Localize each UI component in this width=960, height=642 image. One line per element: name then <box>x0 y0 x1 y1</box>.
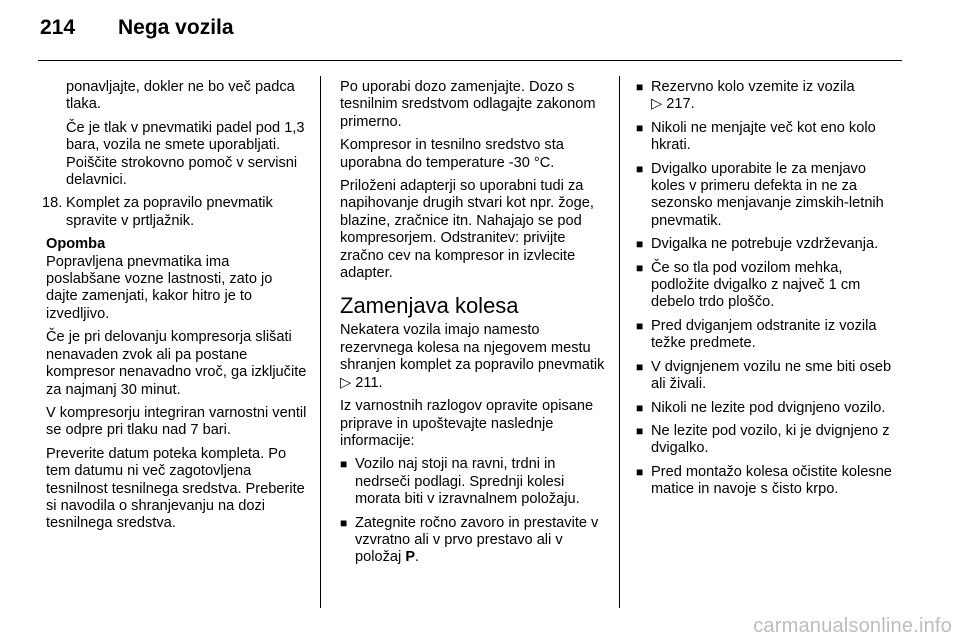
column-2 <box>340 79 606 573</box>
page-ref-arrow-icon: ▷ <box>340 374 352 391</box>
bullet-item <box>636 318 902 353</box>
bullet-square-icon: ■ <box>636 318 644 333</box>
bullet-item <box>636 79 902 114</box>
bullet-text: Rezervno kolo vzemite iz vozila <box>651 79 855 95</box>
bullet-text: Če so tla pod vozilom mehka, podložite dvigalko z največ 1 cm debelo trdo ploščo. <box>651 259 861 311</box>
bullet-square-icon: ■ <box>636 161 644 176</box>
paragraph: Če je tlak v pnevmatiki padel pod 1,3 bara, vozila ne smete uporabljati. Poiščite strokovno pomoč v servisni delavnici. <box>66 119 305 189</box>
column-divider-2 <box>619 76 620 608</box>
note-heading: Opomba <box>46 236 106 253</box>
paragraph: Po uporabi dozo zamenjajte. Dozo s tesnilnim sredstvom odlagajte zakonom primerno. <box>340 79 596 130</box>
bullet-text: Pred dviganjem odstranite iz vozila težke predmete. <box>651 317 877 352</box>
bullet-item <box>636 236 902 253</box>
bullet-square-icon: ■ <box>340 457 348 472</box>
bullet-item <box>636 120 902 155</box>
bullet-square-icon: ■ <box>340 515 348 530</box>
page-reference[interactable]: 217. <box>666 96 695 113</box>
paragraph: Priloženi adapterji so uporabni tudi za napihovanje drugih stvari kot npr. žoge, blazine, zračnice itn. Nahajajo se pod kompresorjem. Odstranitev: privijte zračno cev na kompresor in izvlecite adapter. <box>340 178 594 282</box>
header-rule <box>38 60 902 61</box>
note-paragraph: Popravljena pnevmatika ima poslabšane vozne lastnosti, zato jo dajte zamenjati, kakor hitro je to izvedljivo. <box>46 253 273 322</box>
paragraph-text: Nekatera vozila imajo namesto rezervnega kolesa na njegovem mestu shranjen komplet za popravilo pnevmatik <box>340 322 605 374</box>
column-1 <box>42 79 308 539</box>
step-number: 18. <box>42 195 63 212</box>
numbered-step-18 <box>42 195 308 230</box>
bullet-text: Dvigalka ne potrebuje vzdrževanja. <box>651 236 879 253</box>
page-number: 214 <box>40 16 76 39</box>
bullet-square-icon: ■ <box>636 80 644 94</box>
page-ref-arrow-icon: ▷ <box>651 96 663 113</box>
bullet-square-icon: ■ <box>636 260 644 275</box>
bullet-item <box>636 161 902 231</box>
bullet-square-icon: ■ <box>636 423 644 438</box>
step-text: Komplet za popravilo pnevmatik spravite v prtljažnik. <box>66 195 273 229</box>
note-paragraph: Preverite datum poteka kompleta. Po tem datumu ni več zagotovljena tesnilnost tesnilnega sredstva. Preberite si navodila o shranjevanju na dozi tesnilnega sredstva. <box>46 445 305 532</box>
bullet-item <box>636 464 902 499</box>
section-heading: Zamenjava kolesa <box>340 293 519 319</box>
bullet-square-icon: ■ <box>636 237 644 252</box>
bullet-text: Ne lezite pod vozilo, ki je dvignjeno z dvigalko. <box>651 422 890 457</box>
page-reference[interactable]: 211. <box>355 374 383 391</box>
column-3 <box>636 79 902 505</box>
page-title: Nega vozila <box>118 16 234 39</box>
watermark: carmanualsonline.info <box>753 615 952 637</box>
bullet-item <box>340 515 606 567</box>
paragraph: Iz varnostnih razlogov opravite opisane priprave in upoštevajte naslednje informacije: <box>340 398 594 449</box>
bullet-text: Pred montažo kolesa očistite kolesne matice in navoje s čisto krpo. <box>651 463 892 498</box>
bullet-item <box>636 400 902 417</box>
note-paragraph: Če je pri delovanju kompresorja slišati nenavaden zvok ali pa postane kompresor nenavadno vroč, ga izključite za najmanj 30 minut. <box>46 329 307 398</box>
bullet-square-icon: ■ <box>636 400 644 415</box>
bullet-text: Nikoli ne lezite pod dvignjeno vozilo. <box>651 399 886 416</box>
bullet-text: V dvignjenem vozilu ne sme biti oseb ali živali. <box>651 358 892 393</box>
bullet-end: . <box>415 549 420 566</box>
bullet-text: Nikoli ne menjajte več kot eno kolo hkrati. <box>651 119 876 154</box>
bullet-item <box>340 456 606 508</box>
bullet-item <box>636 423 902 458</box>
bullet-item <box>636 359 902 394</box>
bullet-square-icon: ■ <box>636 359 644 374</box>
bullet-item <box>636 260 902 312</box>
note-paragraph: V kompresorju integriran varnostni ventil se odpre pri tlaku nad 7 bari. <box>46 404 307 439</box>
bullet-square-icon: ■ <box>636 464 644 479</box>
paragraph: ponavljajte, dokler ne bo več padca tlaka. <box>66 79 295 113</box>
gear-position-p: P <box>405 549 416 566</box>
paragraph: Kompresor in tesnilno sredstvo sta uporabna do temperature -30 °C. <box>340 137 564 171</box>
bullet-text: Vozilo naj stoji na ravni, trdni in nedrseči podlagi. Sprednji kolesi morata biti v izravnalnem položaju. <box>355 456 580 508</box>
paragraph <box>340 322 606 392</box>
bullet-text: Dvigalko uporabite le za menjavo koles v primeru defekta in ne za sezonsko menjavanje zimskih-letnih pnevmatik. <box>651 160 884 229</box>
bullet-list <box>636 120 902 499</box>
bullet-text: Zategnite ročno zavoro in prestavite v vzvratno ali v prvo prestavo ali v položaj <box>355 514 599 566</box>
column-divider-1 <box>320 76 321 608</box>
bullet-square-icon: ■ <box>636 120 644 135</box>
